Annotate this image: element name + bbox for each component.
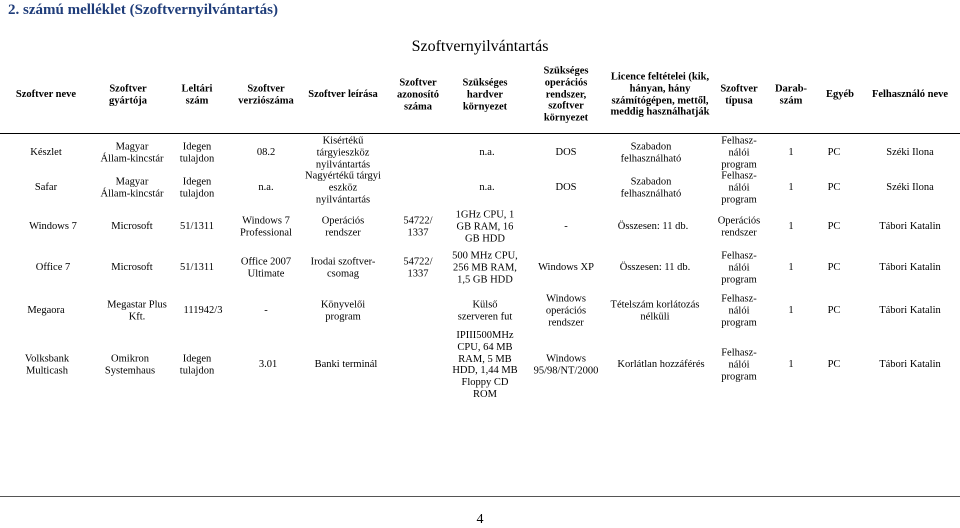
cell-maker: Magyar Állam-kincstár bbox=[100, 176, 164, 199]
cell-name: Safar bbox=[34, 182, 58, 194]
col-header-license: Licence feltételei (kik, hányan, hány számítógépen, mettől, meddig használhatják bbox=[610, 71, 710, 118]
cell-license: Összesen: 11 db. bbox=[619, 262, 691, 274]
cell-maker: Magyar Állam-kincstár bbox=[100, 141, 164, 164]
cell-type: Felhasz-nálói program bbox=[721, 170, 757, 205]
cell-inventory: Idegen tulajdon bbox=[179, 353, 215, 376]
cell-user: Tábori Katalin bbox=[879, 305, 941, 317]
cell-os: Windows 95/98/NT/2000 bbox=[533, 353, 599, 376]
cell-description: Banki terminál bbox=[314, 359, 378, 371]
cell-other: PC bbox=[827, 221, 841, 233]
cell-maker: Microsoft bbox=[111, 262, 153, 274]
cell-version: 3.01 bbox=[258, 359, 278, 371]
cell-license: Korlátlan hozzáférés bbox=[617, 359, 705, 371]
cell-name: Office 7 bbox=[35, 262, 71, 274]
cell-license: Szabadon felhasználható bbox=[620, 141, 682, 164]
cell-type: Felhasz-nálói program bbox=[721, 347, 757, 382]
cell-version: Windows 7 Professional bbox=[240, 215, 292, 238]
cell-inventory: 111942/3 bbox=[183, 305, 223, 317]
col-header-maker: Szoftver gyártója bbox=[109, 83, 147, 106]
cell-os: Windows operációs rendszer bbox=[545, 293, 587, 328]
col-header-description: Szoftver leírása bbox=[308, 89, 378, 101]
cell-count: 1 bbox=[788, 305, 794, 317]
cell-other: PC bbox=[827, 359, 841, 371]
cell-license: Tételszám korlátozás nélküli bbox=[610, 299, 700, 322]
cell-other: PC bbox=[827, 305, 841, 317]
cell-hardware: Külső szerveren fut bbox=[457, 299, 513, 322]
col-header-name: Szoftver neve bbox=[15, 89, 77, 101]
cell-version: 08.2 bbox=[256, 147, 276, 159]
cell-maker: Omikron Systemhaus bbox=[104, 353, 156, 376]
cell-description: Kisértékű tárgyieszköz nyilvántartás bbox=[315, 135, 371, 170]
cell-hardware: IPIII500MHz CPU, 64 MB RAM, 5 MB HDD, 1,44 MB Floppy CD ROM bbox=[452, 329, 518, 400]
cell-inventory: 51/1311 bbox=[179, 221, 215, 233]
col-header-hardware: Szükséges hardver környezet bbox=[462, 77, 508, 112]
cell-description: Könyvelői program bbox=[320, 299, 366, 322]
cell-user: Tábori Katalin bbox=[879, 359, 941, 371]
cell-hardware: 500 MHz CPU, 256 MB RAM, 1,5 GB HDD bbox=[452, 250, 518, 285]
cell-count: 1 bbox=[788, 147, 794, 159]
cell-id: 54722/ 1337 bbox=[403, 256, 433, 279]
cell-count: 1 bbox=[788, 359, 794, 371]
col-header-count: Darab-szám bbox=[774, 83, 808, 106]
cell-description: Operációs rendszer bbox=[321, 215, 365, 238]
page-heading: 2. számú melléklet (Szoftvernyilvántartás) bbox=[8, 2, 278, 18]
cell-version: Office 2007 Ultimate bbox=[240, 256, 292, 279]
cell-hardware: n.a. bbox=[479, 147, 495, 159]
cell-maker: Megastar Plus Kft. bbox=[107, 299, 167, 322]
cell-count: 1 bbox=[788, 221, 794, 233]
cell-user: Tábori Katalin bbox=[879, 262, 941, 274]
col-header-user: Felhasználó neve bbox=[871, 89, 949, 101]
cell-inventory: Idegen tulajdon bbox=[179, 176, 215, 199]
cell-type: Felhasz-nálói program bbox=[721, 250, 757, 285]
cell-count: 1 bbox=[788, 182, 794, 194]
cell-name: Megaora bbox=[27, 305, 65, 317]
cell-license: Szabadon felhasználható bbox=[620, 176, 682, 199]
col-header-other: Egyéb bbox=[825, 89, 855, 101]
cell-inventory: 51/1311 bbox=[179, 262, 215, 274]
cell-other: PC bbox=[827, 147, 841, 159]
cell-type: Felhasz-nálói program bbox=[721, 135, 757, 170]
cell-user: Tábori Katalin bbox=[879, 221, 941, 233]
cell-name: Windows 7 bbox=[29, 221, 77, 233]
col-header-inventory: Leltári szám bbox=[181, 83, 213, 106]
table-title: Szoftvernyilvántartás bbox=[411, 38, 549, 55]
cell-type: Operációs rendszer bbox=[717, 215, 761, 238]
cell-count: 1 bbox=[788, 262, 794, 274]
cell-description: Irodai szoftver-csomag bbox=[310, 256, 376, 279]
cell-os: - bbox=[564, 221, 568, 233]
col-header-version: Szoftver verziószáma bbox=[238, 83, 294, 106]
col-header-type: Szoftver típusa bbox=[720, 83, 758, 106]
cell-name: Készlet bbox=[30, 147, 62, 159]
cell-os: DOS bbox=[555, 147, 577, 159]
header-divider bbox=[0, 133, 960, 134]
cell-other: PC bbox=[827, 182, 841, 194]
col-header-os: Szükséges operációs rendszer, szoftver környezet bbox=[543, 65, 589, 124]
cell-version: - bbox=[264, 305, 268, 317]
cell-type: Felhasz-nálói program bbox=[721, 293, 757, 328]
col-header-id: Szoftver azonosító száma bbox=[397, 77, 439, 112]
cell-user: Széki Ilona bbox=[886, 147, 934, 159]
cell-license: Összesen: 11 db. bbox=[617, 221, 689, 233]
cell-id: 54722/ 1337 bbox=[403, 215, 433, 238]
cell-hardware: 1GHz CPU, 1 GB RAM, 16 GB HDD bbox=[455, 209, 515, 244]
cell-inventory: Idegen tulajdon bbox=[179, 141, 215, 164]
cell-other: PC bbox=[827, 262, 841, 274]
cell-version: n.a. bbox=[258, 182, 274, 194]
cell-os: DOS bbox=[555, 182, 577, 194]
table-bottom-rule bbox=[0, 496, 960, 497]
cell-maker: Microsoft bbox=[111, 221, 153, 233]
cell-os: Windows XP bbox=[538, 262, 594, 274]
cell-user: Széki Ilona bbox=[886, 182, 934, 194]
page-number: 4 bbox=[476, 512, 484, 527]
cell-name: Volksbank Multicash bbox=[24, 353, 70, 376]
cell-hardware: n.a. bbox=[479, 182, 495, 194]
cell-description: Nagyértékű tárgyi eszköz nyilvántartás bbox=[305, 170, 381, 205]
